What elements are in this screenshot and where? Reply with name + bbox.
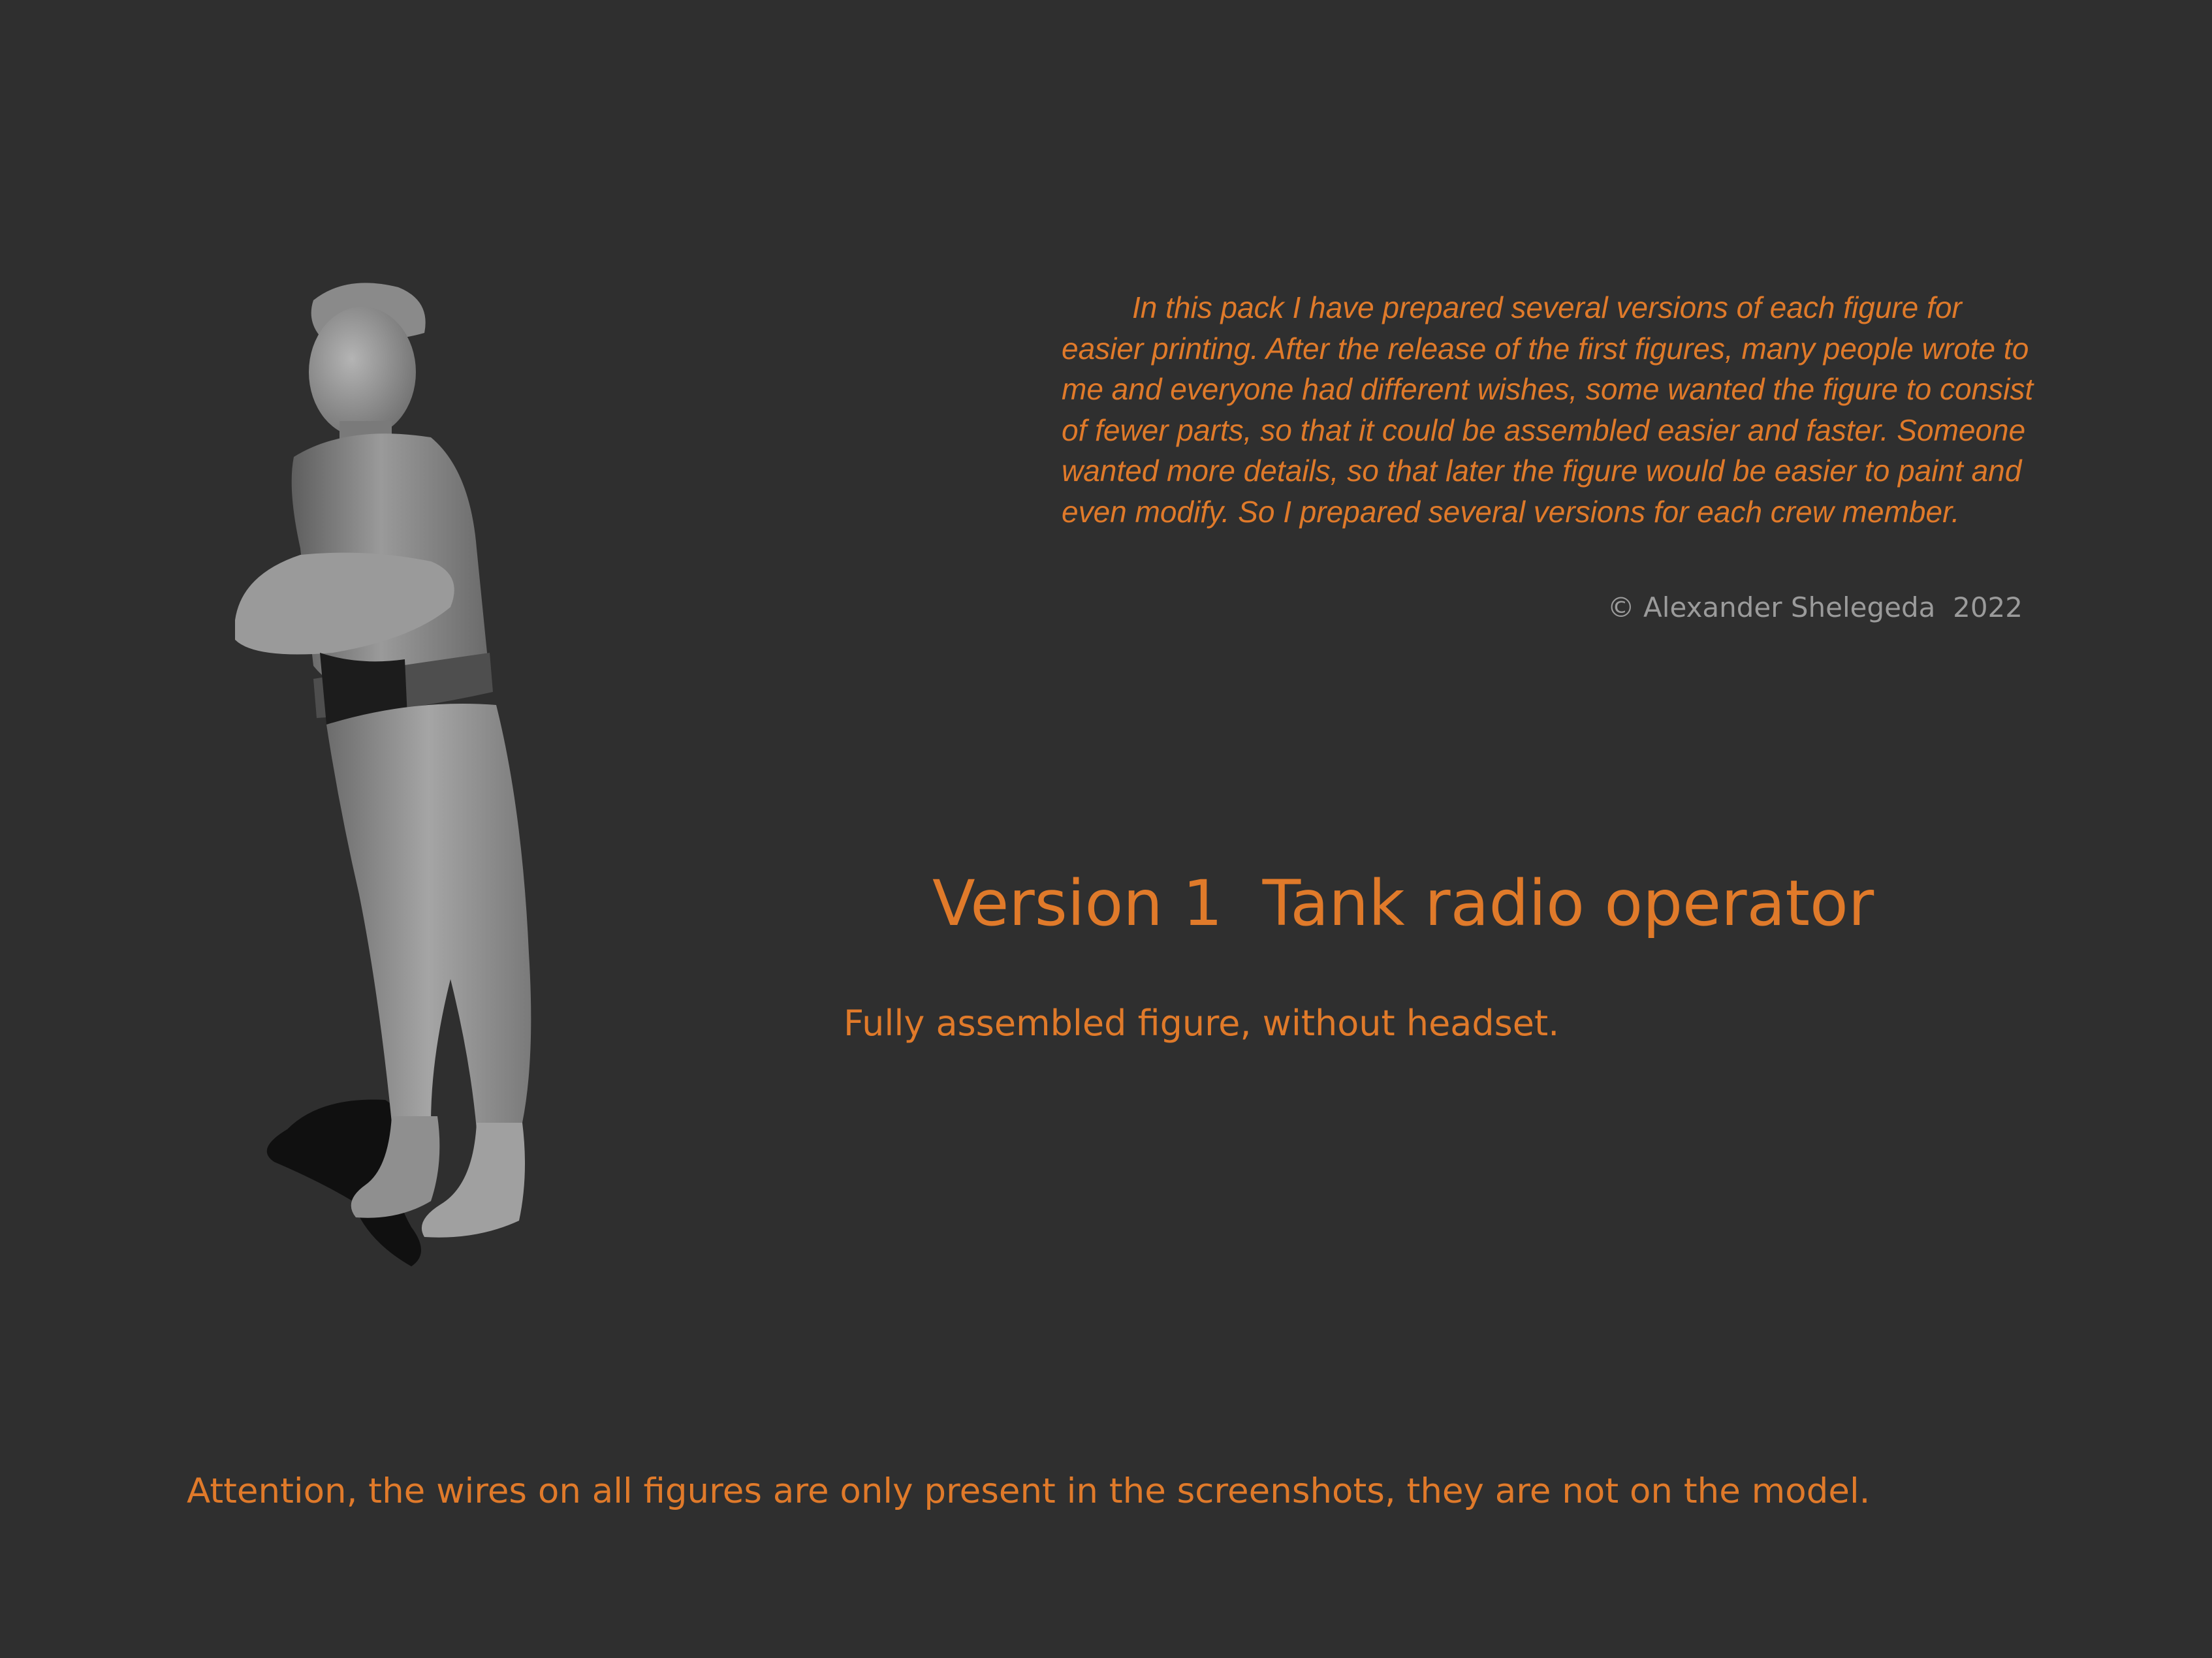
figure-trousers: [326, 704, 531, 1129]
version-title: Version 1 Tank radio operator: [932, 867, 1874, 940]
soldier-figure-render: [215, 274, 659, 1384]
copyright-notice: © Alexander Shelegeda 2022: [1607, 591, 2023, 623]
version-description: Fully assembled figure, without headset.: [844, 1003, 1560, 1044]
figure-head: [309, 307, 416, 437]
attention-note: Attention, the wires on all figures are only present in the screenshots, they are not on the model.: [187, 1471, 1871, 1511]
intro-text: In this pack I have prepared several versions of each figure for easier printing. After the release of the first figures, many people wrote to me and everyone had different wishes, some wanted the figure to consist of fewer parts, so that it could be assembled easier and faster. Someone wanted more details, so that later the figure would be easier to paint and even modify. So I prepared several versions for each crew member.: [1062, 290, 2034, 529]
